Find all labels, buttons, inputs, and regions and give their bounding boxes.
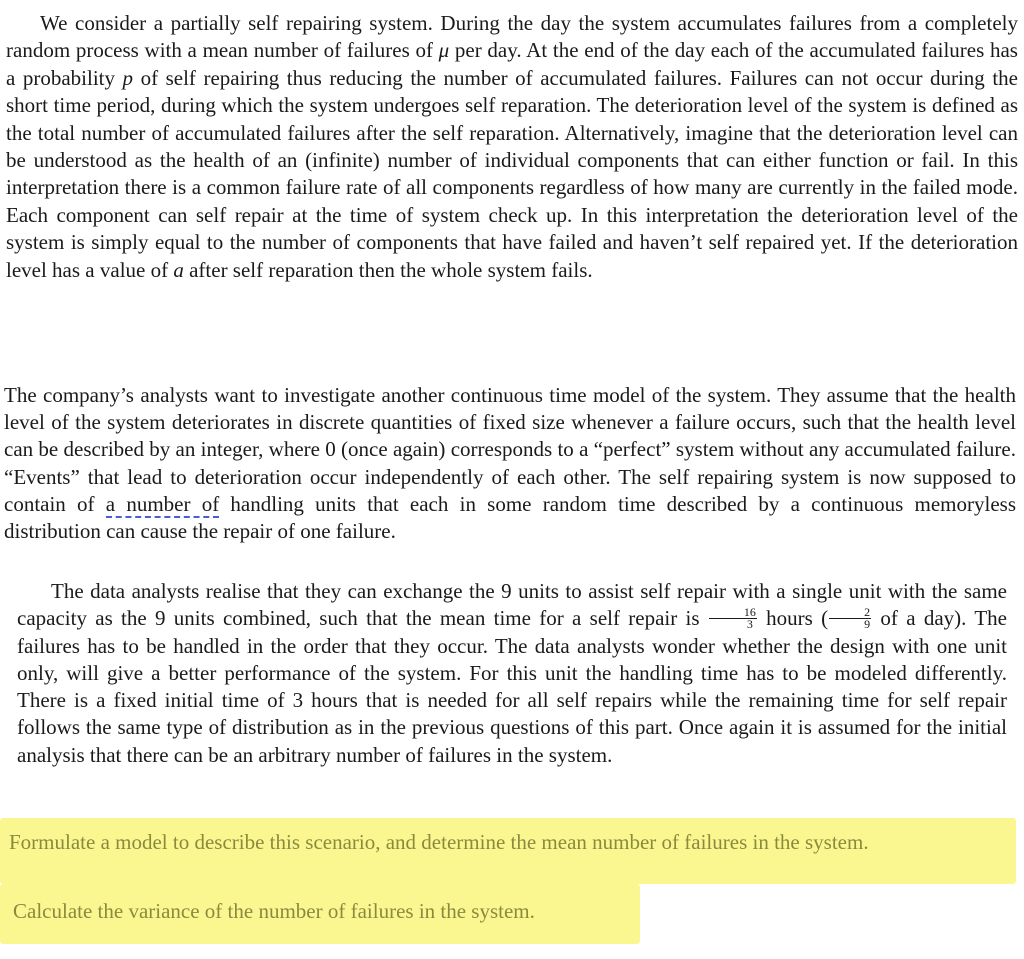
p1-text-2: per day. At the end of the day each of the accumulated failures has a probability xyxy=(6,38,1018,90)
single-unit-paragraph xyxy=(17,578,1007,769)
underlined-phrase: a number of xyxy=(105,491,220,516)
question-1: Formulate a model to describe this scenario, and determine the mean number of failures in the system. xyxy=(9,830,869,854)
fraction-numerator: 2 xyxy=(829,607,871,619)
p3-text-1: The data analysts realise that they can exchange the 9 units to assist self repair with a single unit with the same capacity as the 9 units combined, such that the mean time for a self repair is xyxy=(17,579,1007,631)
question-2: Calculate the variance of the number of failures in the system. xyxy=(13,899,535,923)
p-symbol: p xyxy=(122,65,134,90)
p3-text-2: hours ( xyxy=(757,606,829,631)
fraction-2-9 xyxy=(829,604,871,631)
intro-paragraph xyxy=(6,10,1018,284)
a-symbol: a xyxy=(173,257,184,282)
p1-text-3: of self repairing thus reducing the number of accumulated failures. Failures can not occur during the short time period, during which the system undergoes self reparation. The deterioration level of the system is defined as the total number of accumulated failures after the self reparation. Alternatively, imagine that the deterioration level can be understood as the health of an (infinite) number of individual components that can either function or fail. In this interpretation there is a common failure rate of all components regardless of how many are currently in the failed mode. Each component can self repair at the time of system check up. In this interpretation the deterioration level of the system is simply equal to the number of components that have failed and haven’t self repaired yet. If the deterioration level has a value of xyxy=(6,65,1018,282)
model-paragraph xyxy=(4,382,1016,545)
p1-text-1: We consider a partially self repairing system. During the day the system accumulates failures from a completely random process with a mean number of failures of xyxy=(6,11,1018,63)
fraction-numerator: 16 xyxy=(709,607,757,619)
p2-text-1: The company’s analysts want to investigate another continuous time model of the system. They assume that the health level of the system deteriorates in discrete quantities of fixed size whenever a failure occurs, such that the health level can be described by an integer, where 0 (once again) corresponds to a “perfect” system without any accumulated failure. “Events” that lead to deterioration occur independently of each other. The self repairing system is now supposed to contain of xyxy=(4,383,1016,516)
fraction-denominator: 9 xyxy=(864,616,871,631)
p3-text-3: of a day). The failures has to be handled in the order that they occur. The data analysts wonder whether the design with one unit only, will give a better performance of the system. For this unit the handling time has to be modeled differently. There is a fixed initial time of 3 hours that is needed for all self repairs while the remaining time for self repair follows the same type of distribution as in the previous questions of this part. Once again it is assumed for the initial analysis that there can be an arbitrary number of failures in the system. xyxy=(17,606,1007,767)
fraction-denominator: 3 xyxy=(746,616,753,631)
mu-symbol: μ xyxy=(438,38,450,63)
fraction-16-3 xyxy=(709,604,757,631)
p2-text-2: handling units that each in some random time described by a continuous memoryless distribution can cause the repair of one failure. xyxy=(4,491,1016,544)
p1-text-4: after self reparation then the whole system fails. xyxy=(183,257,593,282)
